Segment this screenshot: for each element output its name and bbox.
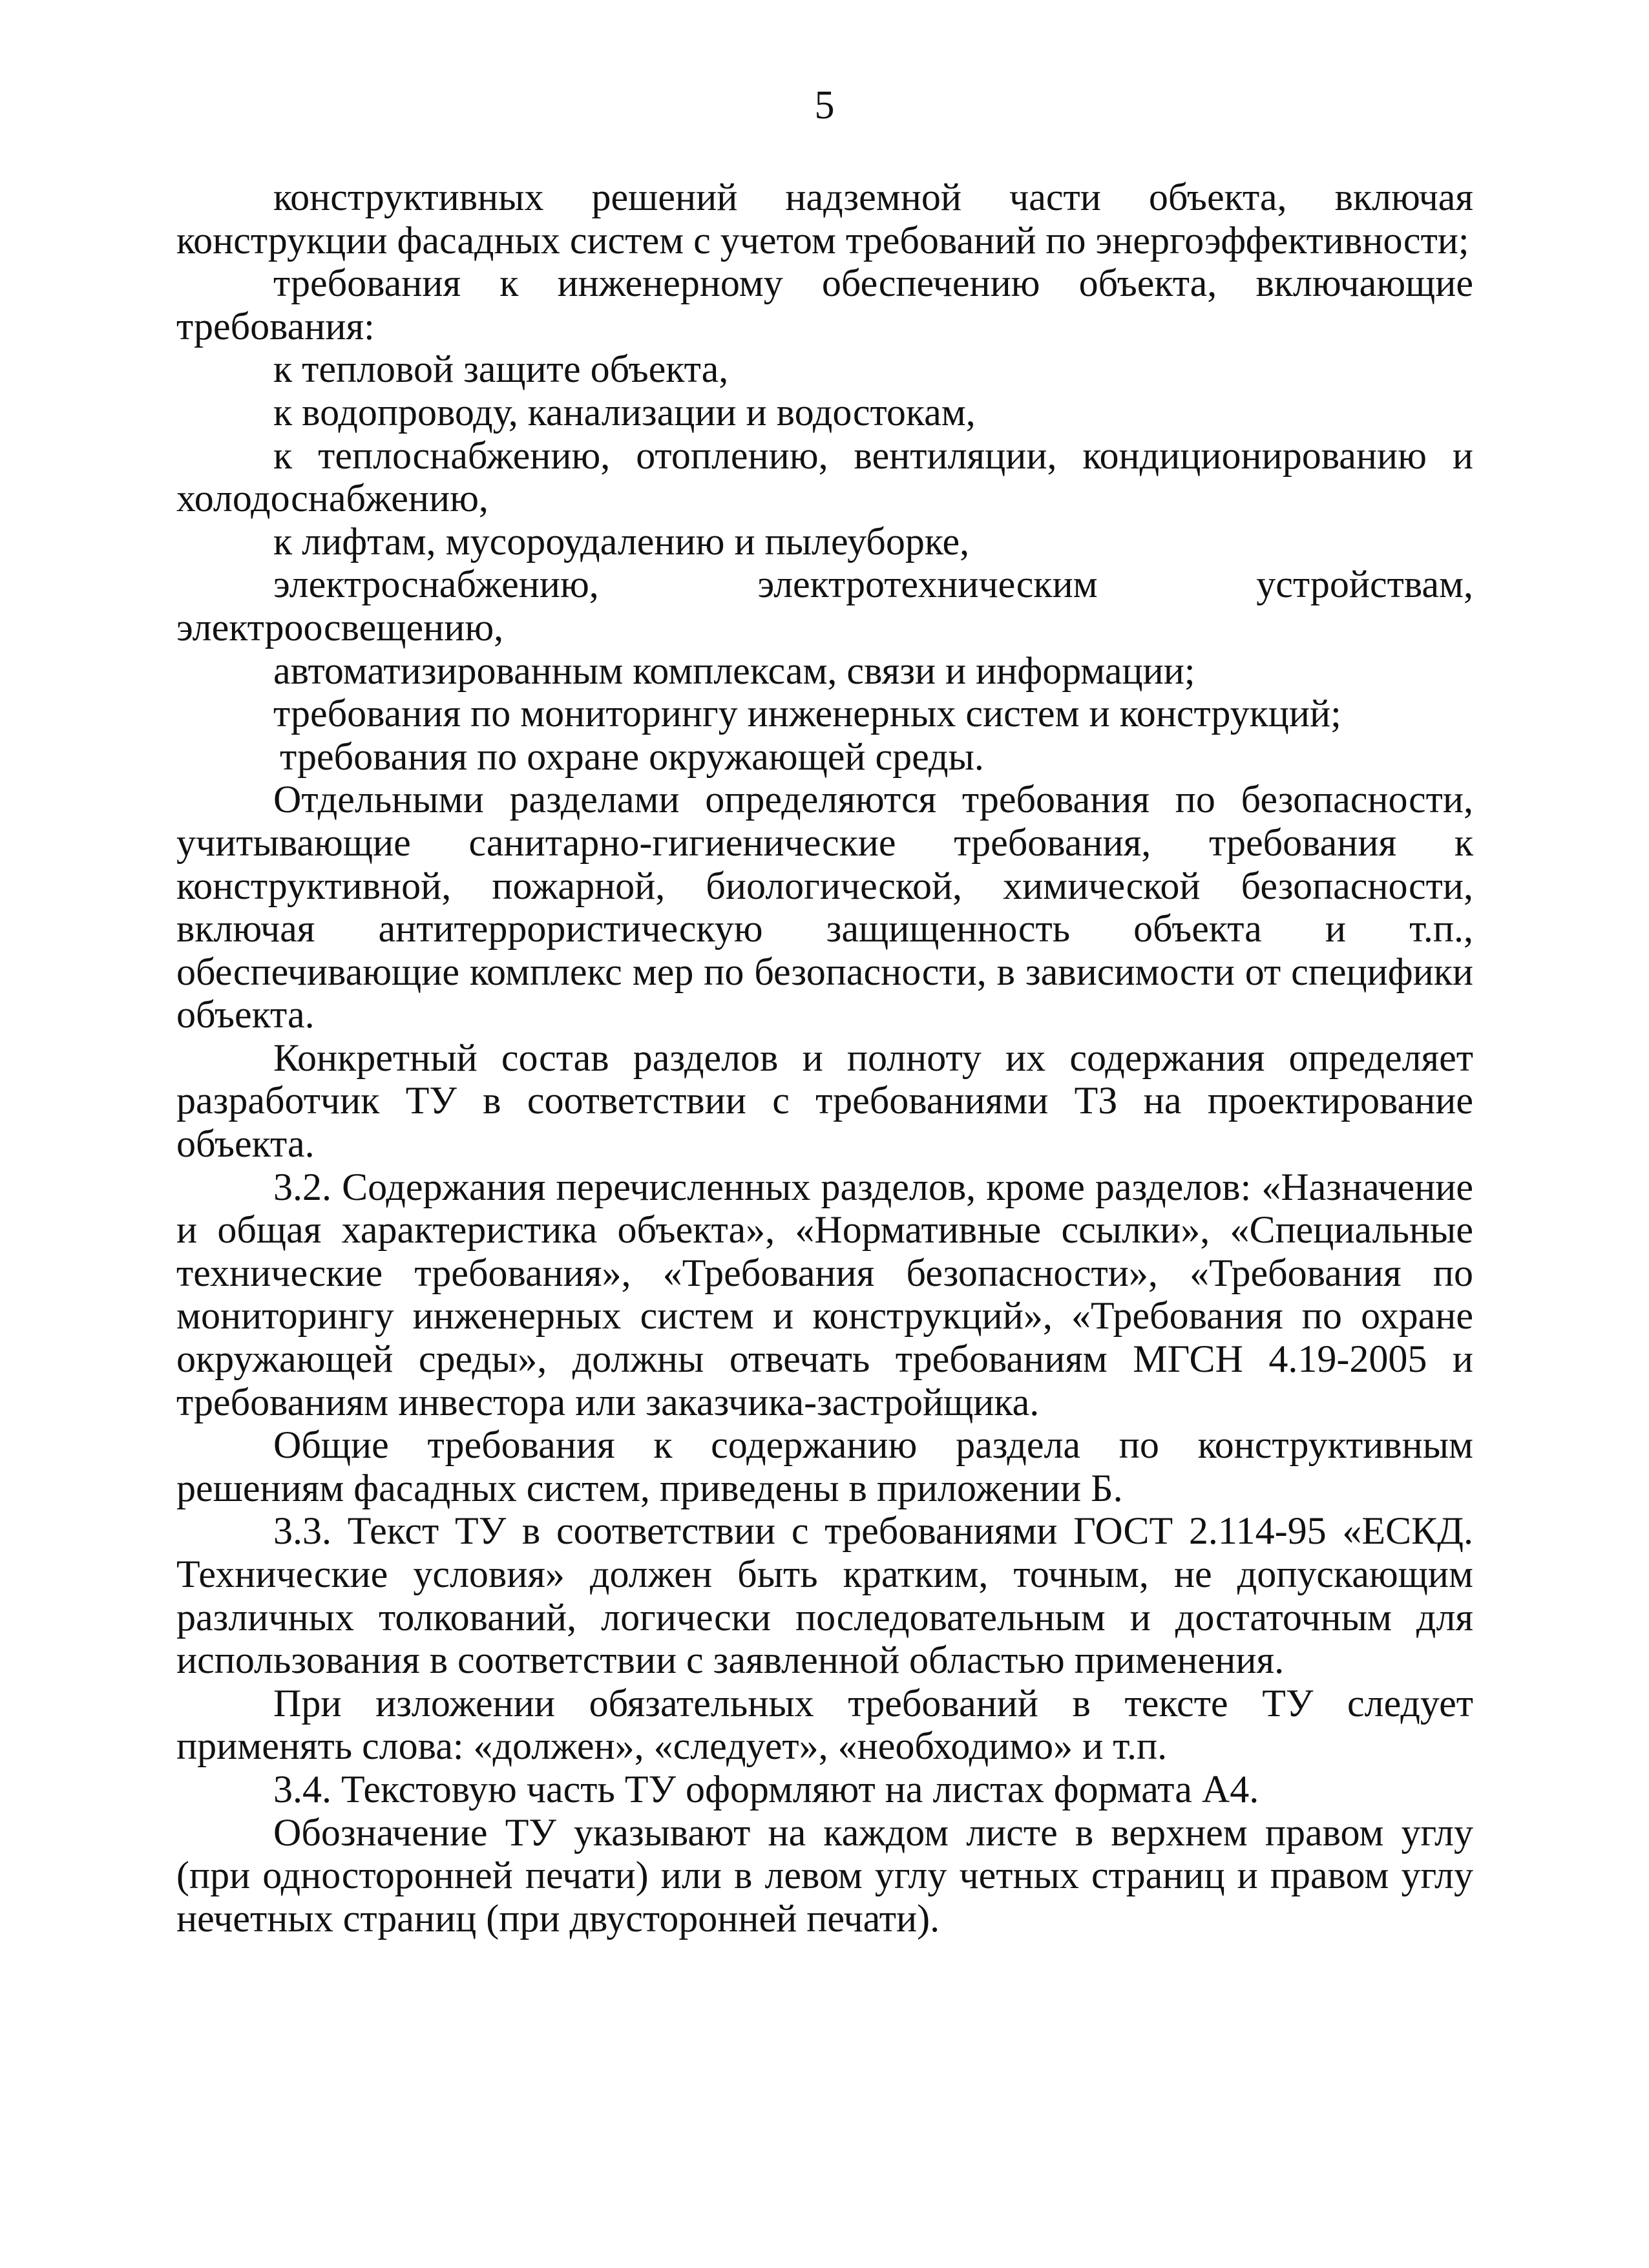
paragraph-3-3: 3.3. Текст ТУ в соответствии с требованиями ГОСТ 2.114-95 «ЕСКД. Технические условия» должен быть кратким, точным, не допускающим различных толкований, логически последовательным и достаточным для использования в соответствии с заявленной областью применения. [176, 1509, 1473, 1682]
list-item-heating-ventilation: к теплоснабжению, отоплению, вентиляции, кондиционированию и холодоснабжению, [176, 434, 1473, 520]
list-item-thermal-protection: к тепловой защите объекта, [273, 348, 729, 391]
paragraph-designation: Обозначение ТУ указывают на каждом листе в верхнем правом углу (при односторонней печати) или в левом углу четных страниц и правом углу нечетных страниц (при двусторонней печати). [176, 1811, 1473, 1940]
page-number: 5 [814, 83, 835, 127]
list-item-water-supply: к водопроводу, канализации и водостокам, [273, 390, 976, 434]
document-body [176, 176, 1473, 1940]
paragraph-3-4: 3.4. Текстовую часть ТУ оформляют на листах формата А4. [273, 1767, 1259, 1811]
paragraph-general-requirements: Общие требования к содержанию раздела по конструктивным решениям фасадных систем, приведены в приложении Б. [176, 1423, 1473, 1509]
paragraph-structural-solutions: конструктивных решений надземной части объекта, включая конструкции фасадных систем с учетом требований по энергоэффективности; [176, 176, 1473, 262]
list-item-electrical: электроснабжению, электротехническим устройствам, электроосвещению, [176, 563, 1473, 649]
paragraph-sections-composition: Конкретный состав разделов и полноту их содержания определяет разработчик ТУ в соответствии с требованиями ТЗ на проектирование объекта. [176, 1036, 1473, 1166]
paragraph-environment: требования по охране окружающей среды. [280, 735, 984, 778]
paragraph-safety-sections: Отдельными разделами определяются требования по безопасности, учитывающие санитарно-гигиенические требования, требования к конструктивной, пожарной, биологической, химической безопасности, включая антитеррористическую защищенность объекта и т.п., обеспечивающие комплекс мер по безопасности, в зависимости от специфики объекта. [176, 778, 1473, 1036]
list-item-elevators: к лифтам, мусороудалению и пылеуборке, [273, 520, 970, 563]
paragraph-mandatory-words: При изложении обязательных требований в тексте ТУ следует применять слова: «должен», «следует», «необходимо» и т.п. [176, 1681, 1473, 1768]
list-item-automation: автоматизированным комплексам, связи и информации; [273, 649, 1195, 692]
paragraph-3-2: 3.2. Содержания перечисленных разделов, кроме разделов: «Назначение и общая характеристика объекта», «Нормативные ссылки», «Специальные технические требования», «Требования безопасности», «Требования по мониторингу инженерных систем и конструкций», «Требования по охране окружающей среды», должны отвечать требованиям МГСН 4.19-2005 и требованиям инвестора или заказчика-застройщика. [176, 1165, 1473, 1423]
paragraph-monitoring: требования по мониторингу инженерных систем и конструкций; [273, 692, 1341, 735]
paragraph-engineering-requirements: требования к инженерному обеспечению объекта, включающие требования: [176, 262, 1473, 348]
